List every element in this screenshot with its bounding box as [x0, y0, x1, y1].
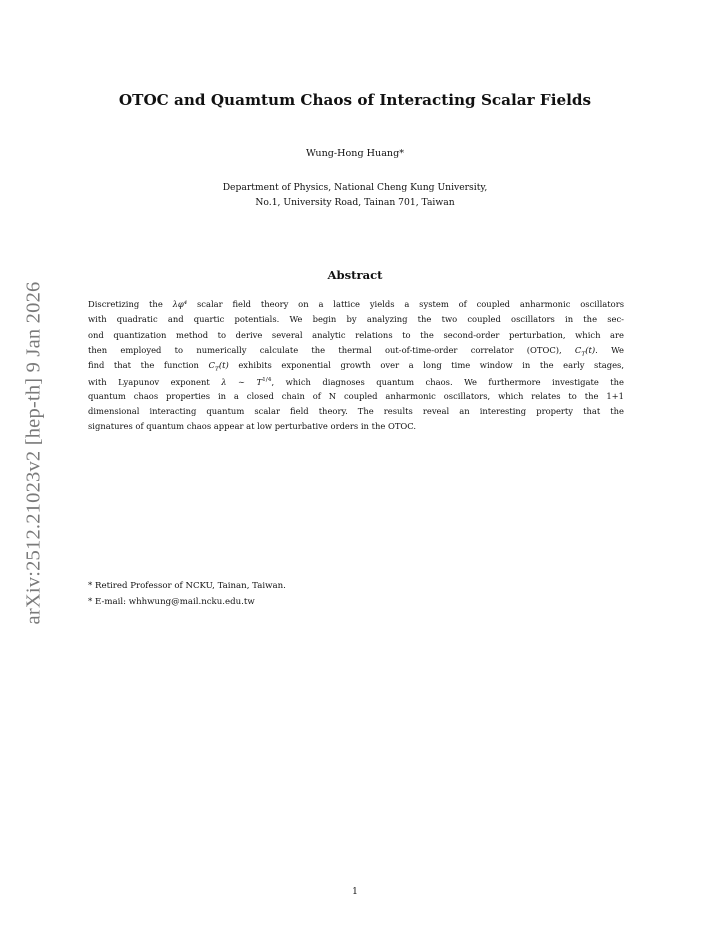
affiliation-line-2: No.1, University Road, Tainan 701, Taiwan [255, 197, 455, 208]
abstract-line: then employed to numerically calculate the thermal out-of-time-order correlator (OTOC), $C_T(t)$. We [88, 344, 624, 358]
affiliation-line-1: Department of Physics, National Cheng Kung University, [222, 182, 488, 193]
abstract-line: quantum chaos properties in a closed chain of N coupled anharmonic oscillators, which relates to the 1+1 [88, 390, 624, 401]
abstract-body [88, 297, 624, 435]
arxiv-identifier-stamp: arXiv:2512.21023v2 [hep-th] 9 Jan 2026 [22, 281, 45, 625]
abstract-line: signatures of quantum chaos appear at low perturbative orders in the OTOC. [88, 421, 417, 432]
abstract-line: find that the function $C_T(t)$ exhibits exponential growth over a long time window in the early stages, [88, 360, 624, 373]
footnotes [88, 579, 286, 610]
paper-title: OTOC and Quamtum Chaos of Interacting Scalar Fields [118, 91, 592, 109]
footnote-email: * E-mail: whhwung@mail.ncku.edu.tw [88, 596, 255, 607]
page-number: 1 [352, 887, 358, 897]
abstract-line: dimensional interacting quantum scalar field theory. The results reveal an interesting property that the [88, 406, 624, 417]
math-otoc-ct: $C_T(t)$ [208, 360, 229, 373]
math-lambda-phi4: λφ⁴ [172, 299, 188, 309]
abstract-line: Discretizing the λφ⁴ scalar field theory on a lattice yields a system of coupled anharmonic oscillators [88, 299, 624, 309]
abstract-line: with quadratic and quartic potentials. We begin by analyzing the two coupled oscillators in the sec- [88, 314, 624, 325]
abstract-line: ond quantization method to derive several analytic relations to the second-order perturbation, which are [88, 329, 624, 340]
footnote-affiliation: * Retired Professor of NCKU, Tainan, Taiwan. [88, 581, 286, 591]
author-name: Wung-Hong Huang* [305, 148, 405, 159]
author-affiliation [0, 180, 710, 210]
math-otoc-ct: $C_T(t)$ [574, 344, 596, 358]
math-lyapunov: λ ∼ $T^{1/4}$ [221, 377, 272, 388]
abstract-line: with Lyapunov exponent λ ∼ $T^{1/4}$, which diagnoses quantum chaos. We furthermore investigate the [88, 377, 624, 388]
abstract-heading: Abstract [327, 268, 383, 282]
